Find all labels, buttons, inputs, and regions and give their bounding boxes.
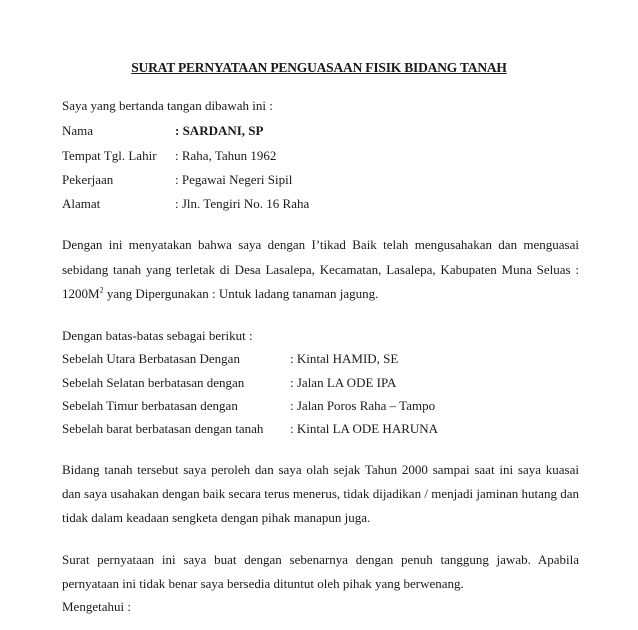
closing-line-1: Surat pernyataan ini saya buat dengan sebenarnya dengan penuh tanggung jawab. Apabila — [62, 552, 579, 567]
ownership-line-1: Bidang tanah tersebut saya peroleh dan saya olah sejak Tahun 2000 sampai saat ini saya kuasai — [62, 462, 579, 477]
border-label: Sebelah Selatan berbatasan dengan — [62, 375, 245, 390]
ownership-line-2: dan saya usahakan dengan baik secara terus menerus, tidak dijadikan / menjadi jaminan hutang dan — [62, 486, 579, 501]
borders-intro: Dengan batas-batas sebagai berikut : — [62, 328, 253, 343]
usage-text: yang Dipergunakan : Untuk ladang tanaman jagung. — [103, 286, 379, 301]
identity-value: : Jln. Tengiri No. 16 Raha — [175, 196, 310, 211]
identity-value: : Raha, Tahun 1962 — [175, 148, 277, 163]
border-value: : Kintal LA ODE HARUNA — [290, 421, 439, 436]
closing-line-2: pernyataan ini tidak benar saya bersedia dituntut oleh pihak yang berwenang. — [62, 576, 464, 591]
identity-label: Alamat — [62, 196, 101, 211]
area-value: 1200M — [62, 286, 100, 301]
statement-line-3 — [62, 286, 378, 302]
statement-line-1: Dengan ini menyatakan bahwa saya dengan I’tikad Baik telah mengusahakan dan menguasai — [62, 237, 579, 252]
border-value: : Jalan LA ODE IPA — [290, 375, 397, 390]
border-label: Sebelah barat berbatasan dengan tanah — [62, 421, 264, 436]
identity-label: Pekerjaan — [62, 172, 114, 187]
ownership-line-3: tidak dalam keadaan sengketa dengan pihak manapun juga. — [62, 510, 371, 525]
border-label: Sebelah Timur berbatasan dengan — [62, 398, 238, 413]
border-value: : Jalan Poros Raha – Tampo — [290, 398, 436, 413]
intro-text: Saya yang bertanda tangan dibawah ini : — [62, 98, 273, 113]
identity-value: : SARDANI, SP — [175, 123, 264, 138]
border-label: Sebelah Utara Berbatasan Dengan — [62, 351, 240, 366]
identity-label: Nama — [62, 123, 94, 138]
area-unit-superscript: 2 — [99, 285, 104, 295]
acknowledged-label: Mengetahui : — [62, 599, 131, 614]
statement-line-2: sebidang tanah yang terletak di Desa Lasalepa, Kecamatan, Lasalepa, Kabupaten Muna Seluas : — [62, 262, 579, 277]
border-value: : Kintal HAMID, SE — [290, 351, 399, 366]
identity-label: Tempat Tgl. Lahir — [62, 148, 157, 163]
document-title: SURAT PERNYATAAN PENGUASAAN FISIK BIDANG TANAH — [131, 60, 507, 75]
identity-value: : Pegawai Negeri Sipil — [175, 172, 293, 187]
